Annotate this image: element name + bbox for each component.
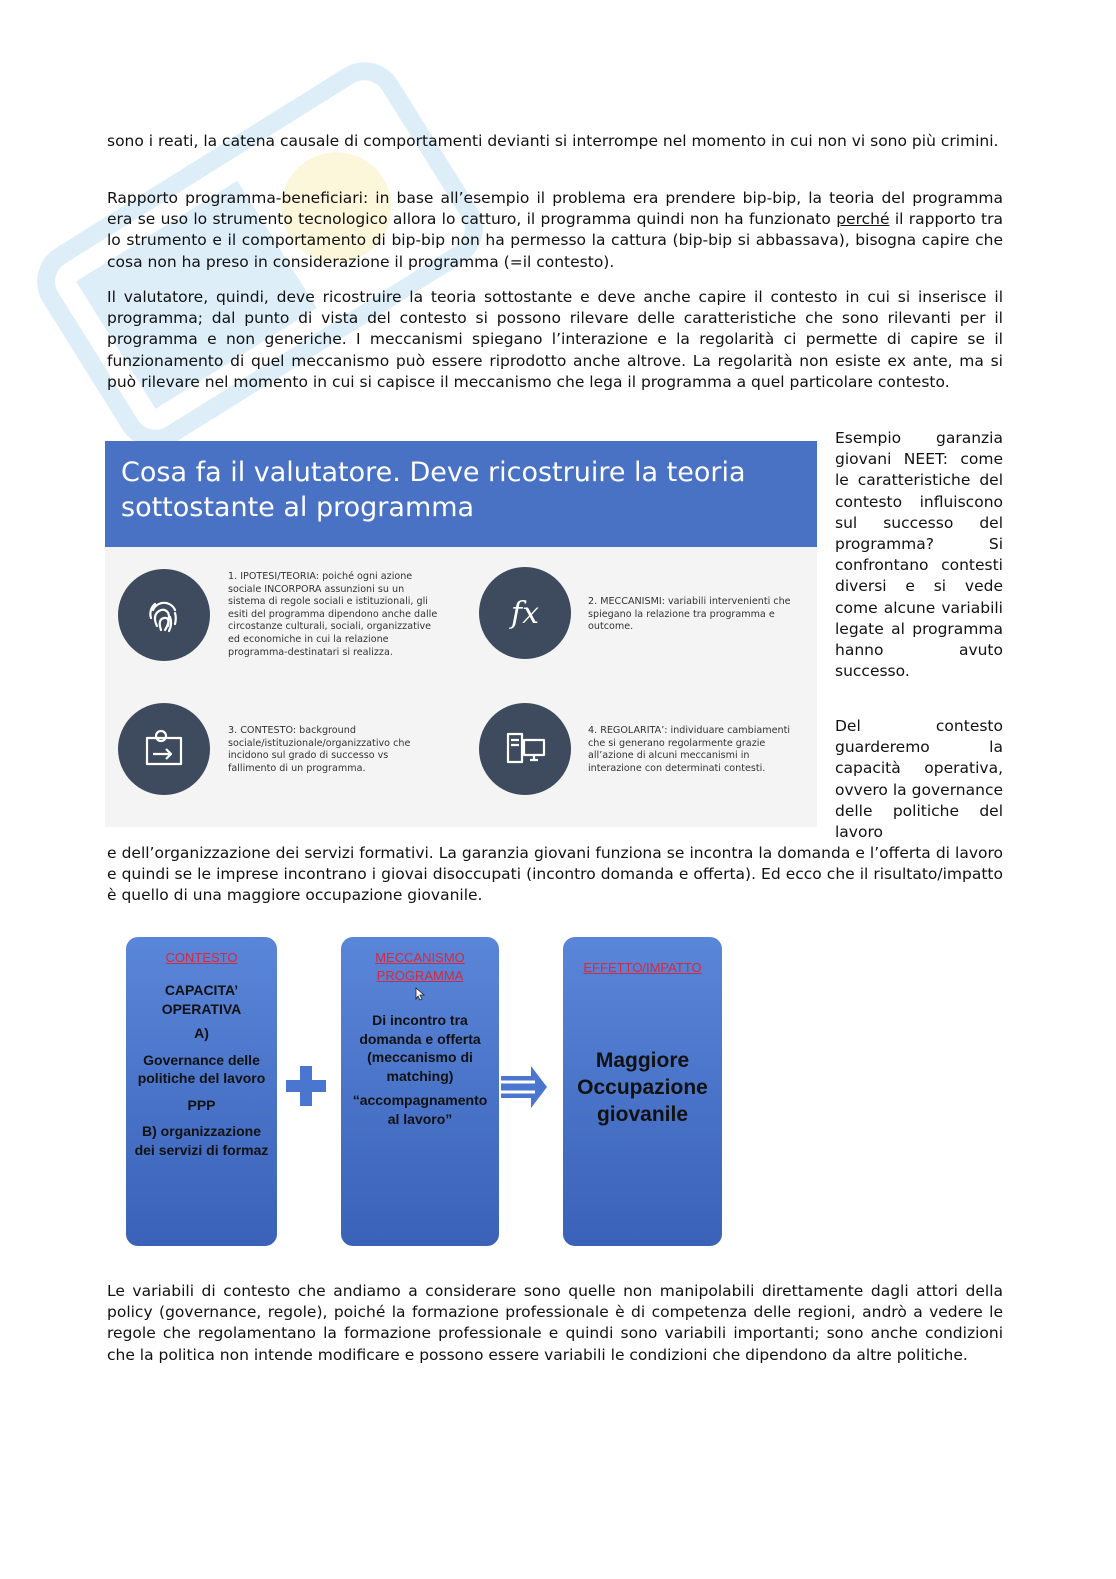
paragraph-2-end: il rapporto tra lo strumento e il comportamento di bip-bip non ha permesso la cattura (bip-bip si abbassava), bisogna capire che cosa non ha preso in considerazione il programma (=il contesto). — [107, 210, 1004, 271]
slide-title — [121, 455, 781, 525]
mechanism-box — [341, 937, 499, 1246]
context-line: B) organizzazione dei servizi di formaz — [134, 1123, 269, 1158]
mechanism-line: “accompagnamento al lavoro” — [352, 1092, 488, 1127]
slide-image — [105, 441, 817, 827]
context-line: PPP — [187, 1096, 216, 1113]
slide-item-3-text: 3. CONTESTO: background sociale/istituzionale/organizzativo che incidono sul grado di successo vs fallimento di un programma. — [228, 725, 411, 774]
slide-header — [105, 441, 817, 547]
mechanism-heading — [341, 949, 499, 985]
impact-box — [563, 937, 722, 1246]
mechanism-body — [341, 1011, 499, 1128]
side-paragraph-1: Esempio garanzia giovani NEET: come le caratteristiche del contesto influiscono sul successo del programma? Si confrontano contesti diversi e si vede come alcune variabili legate al programma hanno avuto successo. — [835, 429, 1003, 681]
context-icon — [118, 703, 210, 795]
paragraph-1: sono i reati, la catena causale di comportamenti devianti si interrompe nel momento in cui non vi sono più crimini. — [107, 132, 999, 150]
context-line: Governance delle politiche del lavoro — [137, 1051, 266, 1086]
paragraph-2-start: Rapporto programma-beneficiari: in base all’esempio il problema era prendere bip-bip, la teoria del programma era se uso lo strumento tecnologico allora lo catturo, il programma quindi non ha funzionato — [107, 189, 1003, 229]
mechanism-heading-line-2: PROGRAMMA — [376, 968, 464, 983]
arrow-right-icon — [499, 1064, 549, 1110]
paragraph-2 — [107, 188, 1003, 273]
paragraph-4: e dell’organizzazione dei servizi formativi. La garanzia giovani funziona se incontra la domanda e l’offerta di lavoro e quindi se le imprese incontrano i giovai disoccupati (incontro domanda e offerta). Ed ecco che il risultato/impatto è quello di una maggiore occupazione giovanile. — [107, 844, 1003, 905]
paragraph-3: Il valutatore, quindi, deve ricostruire la teoria sottostante e deve anche capire il contesto in cui si inserisce il programma; dal punto di vista del contesto si possono rilevare delle caratteristiche che sono rilevanti per il programma e non generiche. I meccanismi spiegano l’interazione e la regolarità ci permette di capire se il funzionamento di quel meccanismo può essere riprodotto anche altrove. La regolarità non esiste ex ante, ma si può rilevare nel momento in cui si capisce il meccanismo che lega il programma a quel particolare contesto. — [107, 288, 1003, 391]
side-paragraph-2: Del contesto guarderemo la capacità operativa, ovvero la governance delle politiche del lavoro — [835, 717, 1003, 842]
context-heading: CONTESTO — [165, 950, 238, 965]
slide-title-line-1: Cosa fa il valutatore. Deve ricostruire la teoria — [121, 457, 746, 488]
mechanism-line: Di incontro tra domanda e offerta (meccanismo di matching) — [359, 1012, 481, 1084]
context-line: CAPACITA’ — [164, 982, 239, 998]
computer-icon — [479, 703, 571, 795]
impact-heading: EFFETTO/IMPATTO — [583, 960, 702, 975]
paragraph-5: Le variabili di contesto che andiamo a considerare sono quelle non manipolabili direttamente dagli attori della policy (governance, regole), poiché la formazione professionale è di competenza delle regioni, andrò a vedere le regole che regolamentano la formazione professionale e quindi sono variabili importanti; sono anche condizioni che la politica non intende modificare e possono essere variabili le condizioni che dipendono da altre politiche. — [107, 1282, 1003, 1364]
slide-title-line-2: sottostante al programma — [121, 492, 475, 523]
slide-item-4-text: 4. REGOLARITA’: individuare cambiamenti che si generano regolarmente grazie all’azione di alcuni meccanismi in interazione con determinati contesti. — [588, 725, 791, 774]
slide-item-2-text: 2. MECCANISMI: variabili intervenienti che spiegano la relazione tra programma e outcome. — [588, 596, 791, 633]
function-icon — [479, 567, 571, 659]
slide-item-1-text: 1. IPOTESI/TEORIA: poiché ogni azione sociale INCORPORA assunzioni su un sistema di regole sociali e istituzionali, gli esiti del programma dipendono anche dalle circostanze culturali, sociali, organizzative ed economiche in cui la relazione programma-destinatari si realizza. — [228, 571, 438, 658]
mechanism-heading-line-1: MECCANISMO — [375, 950, 465, 965]
impact-body: Maggiore Occupazione giovanile — [577, 1049, 708, 1126]
context-body — [126, 981, 277, 1159]
context-box — [126, 937, 277, 1246]
svg-text:fx: fx — [510, 596, 540, 631]
context-line: OPERATIVA — [161, 1000, 242, 1017]
fingerprint-icon — [118, 569, 210, 661]
paragraph-2-underlined: perché — [836, 210, 890, 229]
plus-icon — [282, 1062, 330, 1110]
context-line: A) — [194, 1025, 209, 1041]
cursor-icon — [413, 987, 427, 1001]
